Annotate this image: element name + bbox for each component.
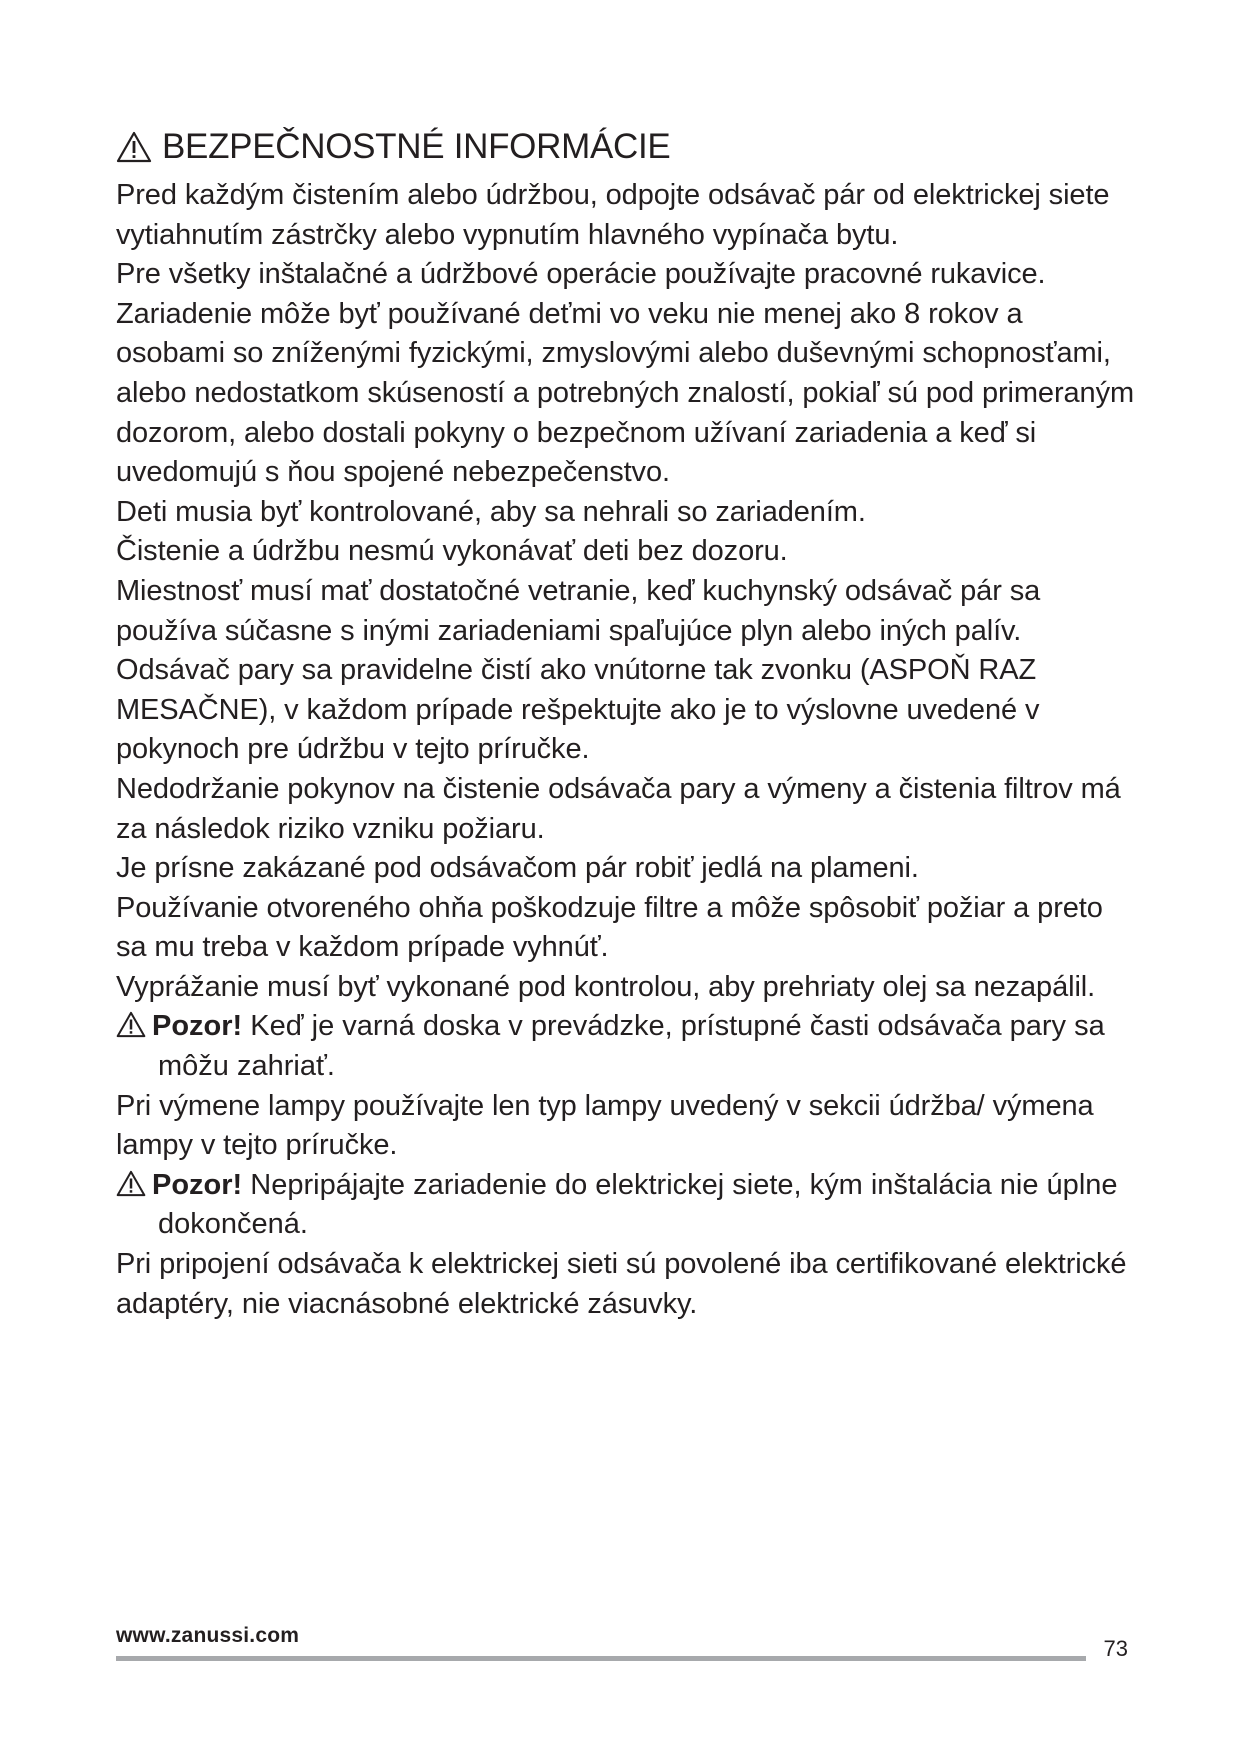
caution-text: Nepripájajte zariadenie do elektrickej siete, kým inštalácia nie úplne dokončená.	[158, 1168, 1118, 1241]
warning-triangle-icon	[116, 131, 152, 163]
section-heading	[116, 124, 1136, 170]
section-title: BEZPEČNOSTNÉ INFORMÁCIE	[162, 127, 671, 166]
footer-url-link[interactable]: www.zanussi.com	[116, 1624, 300, 1647]
paragraph-children-persons: Zariadenie môže byť používané deťmi vo veku nie menej ako 8 rokov a osobami so zníženými fyzickými, zmyslovými alebo duševnými schopnosťami, alebo nedostatkom skúseností a potrebných znalostí, pokiaľ sú pod primeraným dozorom, alebo dostali pokyny o bezpečnom užívaní zariadenia a keď si uvedomujú s ňou spojené nebezpečenstvo.	[116, 297, 1135, 489]
paragraph-gloves: Pre všetky inštalačné a údržbové operácie používajte pracovné rukavice.	[116, 258, 1046, 291]
paragraph-cleaning-children: Čistenie a údržbu nesmú vykonávať deti bez dozoru.	[116, 535, 788, 568]
warning-triangle-icon	[116, 1011, 146, 1038]
paragraph-open-flame: Používanie otvoreného ohňa poškodzuje filtre a môže spôsobiť požiar a preto sa mu treba v každom prípade vyhnúť.	[116, 891, 1103, 964]
caution-text: Keď je varná doska v prevádzke, prístupné časti odsávača pary sa môžu zahriať.	[158, 1010, 1105, 1083]
caution-label: Pozor!	[152, 1168, 243, 1201]
page-content	[116, 124, 1136, 1324]
caution-hot-parts	[116, 1007, 1136, 1086]
footer-divider	[116, 1656, 1086, 1661]
warning-triangle-icon	[116, 1170, 146, 1197]
caution-label: Pozor!	[152, 1010, 243, 1043]
caution-installation	[116, 1166, 1136, 1245]
paragraph-lamp: Pri výmene lampy používajte len typ lampy uvedený v sekcii údržba/ výmena lampy v tejto príručke.	[116, 1089, 1094, 1162]
paragraph-children-play: Deti musia byť kontrolované, aby sa nehrali so zariadením.	[116, 495, 866, 528]
paragraph-ventilation: Miestnosť musí mať dostatočné vetranie, keď kuchynský odsávač pár sa používa súčasne s inými zariadeniami spaľujúce plyn alebo iných palív.	[116, 574, 1041, 647]
paragraph-flambe: Je prísne zakázané pod odsávačom pár robiť jedlá na plameni.	[116, 852, 919, 885]
paragraph-regular-cleaning: Odsávač pary sa pravidelne čistí ako vnútorne tak zvonku (ASPOŇ RAZ MESAČNE), v každom prípade rešpektujte ako je to výslovne uvedené v pokynoch pre údržbu v tejto príručke.	[116, 654, 1040, 766]
paragraph-disconnect: Pred každým čistením alebo údržbou, odpojte odsávač pár od elektrickej siete vytiahnutím zástrčky alebo vypnutím hlavného vypínača bytu.	[116, 179, 1110, 251]
paragraph-frying: Vyprážanie musí byť vykonané pod kontrolou, aby prehriaty olej sa nezapálil.	[116, 970, 1096, 1003]
page-footer	[116, 1624, 1128, 1664]
paragraph-fire-risk: Nedodržanie pokynov na čistenie odsávača pary a výmeny a čistenia filtrov má za následok riziko vzniku požiaru.	[116, 772, 1121, 845]
paragraph-adapters: Pri pripojení odsávača k elektrickej sieti sú povolené iba certifikované elektrické adaptéry, nie viacnásobné elektrické zásuvky.	[116, 1248, 1127, 1320]
page-number: 73	[1103, 1636, 1128, 1661]
